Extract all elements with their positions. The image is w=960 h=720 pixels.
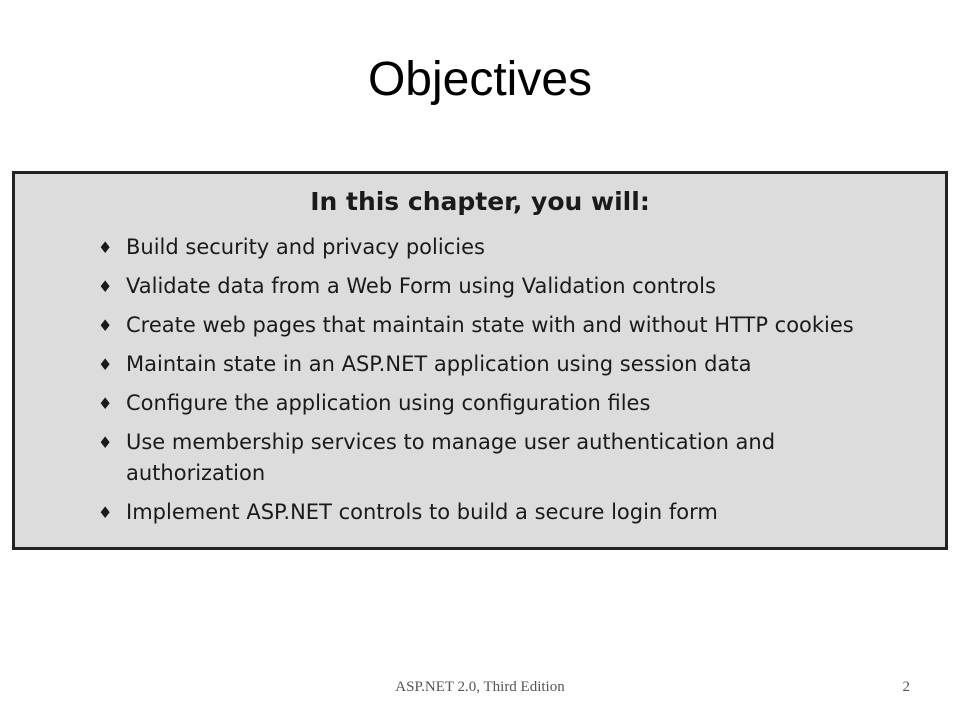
objective-item — [98, 427, 918, 489]
objective-item — [98, 497, 918, 528]
footer-text: ASP.NET 2.0, Third Edition — [395, 679, 565, 695]
objective-text: Maintain state in an ASP.NET application using session data — [126, 352, 752, 376]
objective-text: Configure the application using configuration files — [126, 391, 651, 415]
objective-item — [98, 388, 918, 419]
objective-text: Implement ASP.NET controls to build a secure login form — [126, 500, 718, 524]
diamond-bullet-icon: ♦ — [98, 503, 113, 522]
objective-item — [98, 271, 918, 302]
objective-item — [98, 310, 918, 341]
page-number: 2 — [902, 679, 910, 695]
objective-text: Validate data from a Web Form using Validation controls — [126, 274, 716, 298]
objective-item — [98, 232, 918, 263]
objective-list — [98, 232, 918, 536]
objectives-box — [12, 171, 948, 550]
slide-title: Objectives — [367, 53, 593, 106]
diamond-bullet-icon: ♦ — [98, 238, 113, 257]
objective-item — [98, 349, 918, 380]
diamond-bullet-icon: ♦ — [98, 316, 113, 335]
diamond-bullet-icon: ♦ — [98, 355, 113, 374]
box-heading: In this chapter, you will: — [310, 187, 650, 216]
diamond-bullet-icon: ♦ — [98, 277, 113, 296]
diamond-bullet-icon: ♦ — [98, 433, 113, 452]
objective-text: Create web pages that maintain state with and without HTTP cookies — [126, 313, 854, 337]
diamond-bullet-icon: ♦ — [98, 394, 113, 413]
objective-text: Use membership services to manage user authentication and authorization — [126, 430, 776, 485]
objective-text: Build security and privacy policies — [126, 235, 485, 259]
